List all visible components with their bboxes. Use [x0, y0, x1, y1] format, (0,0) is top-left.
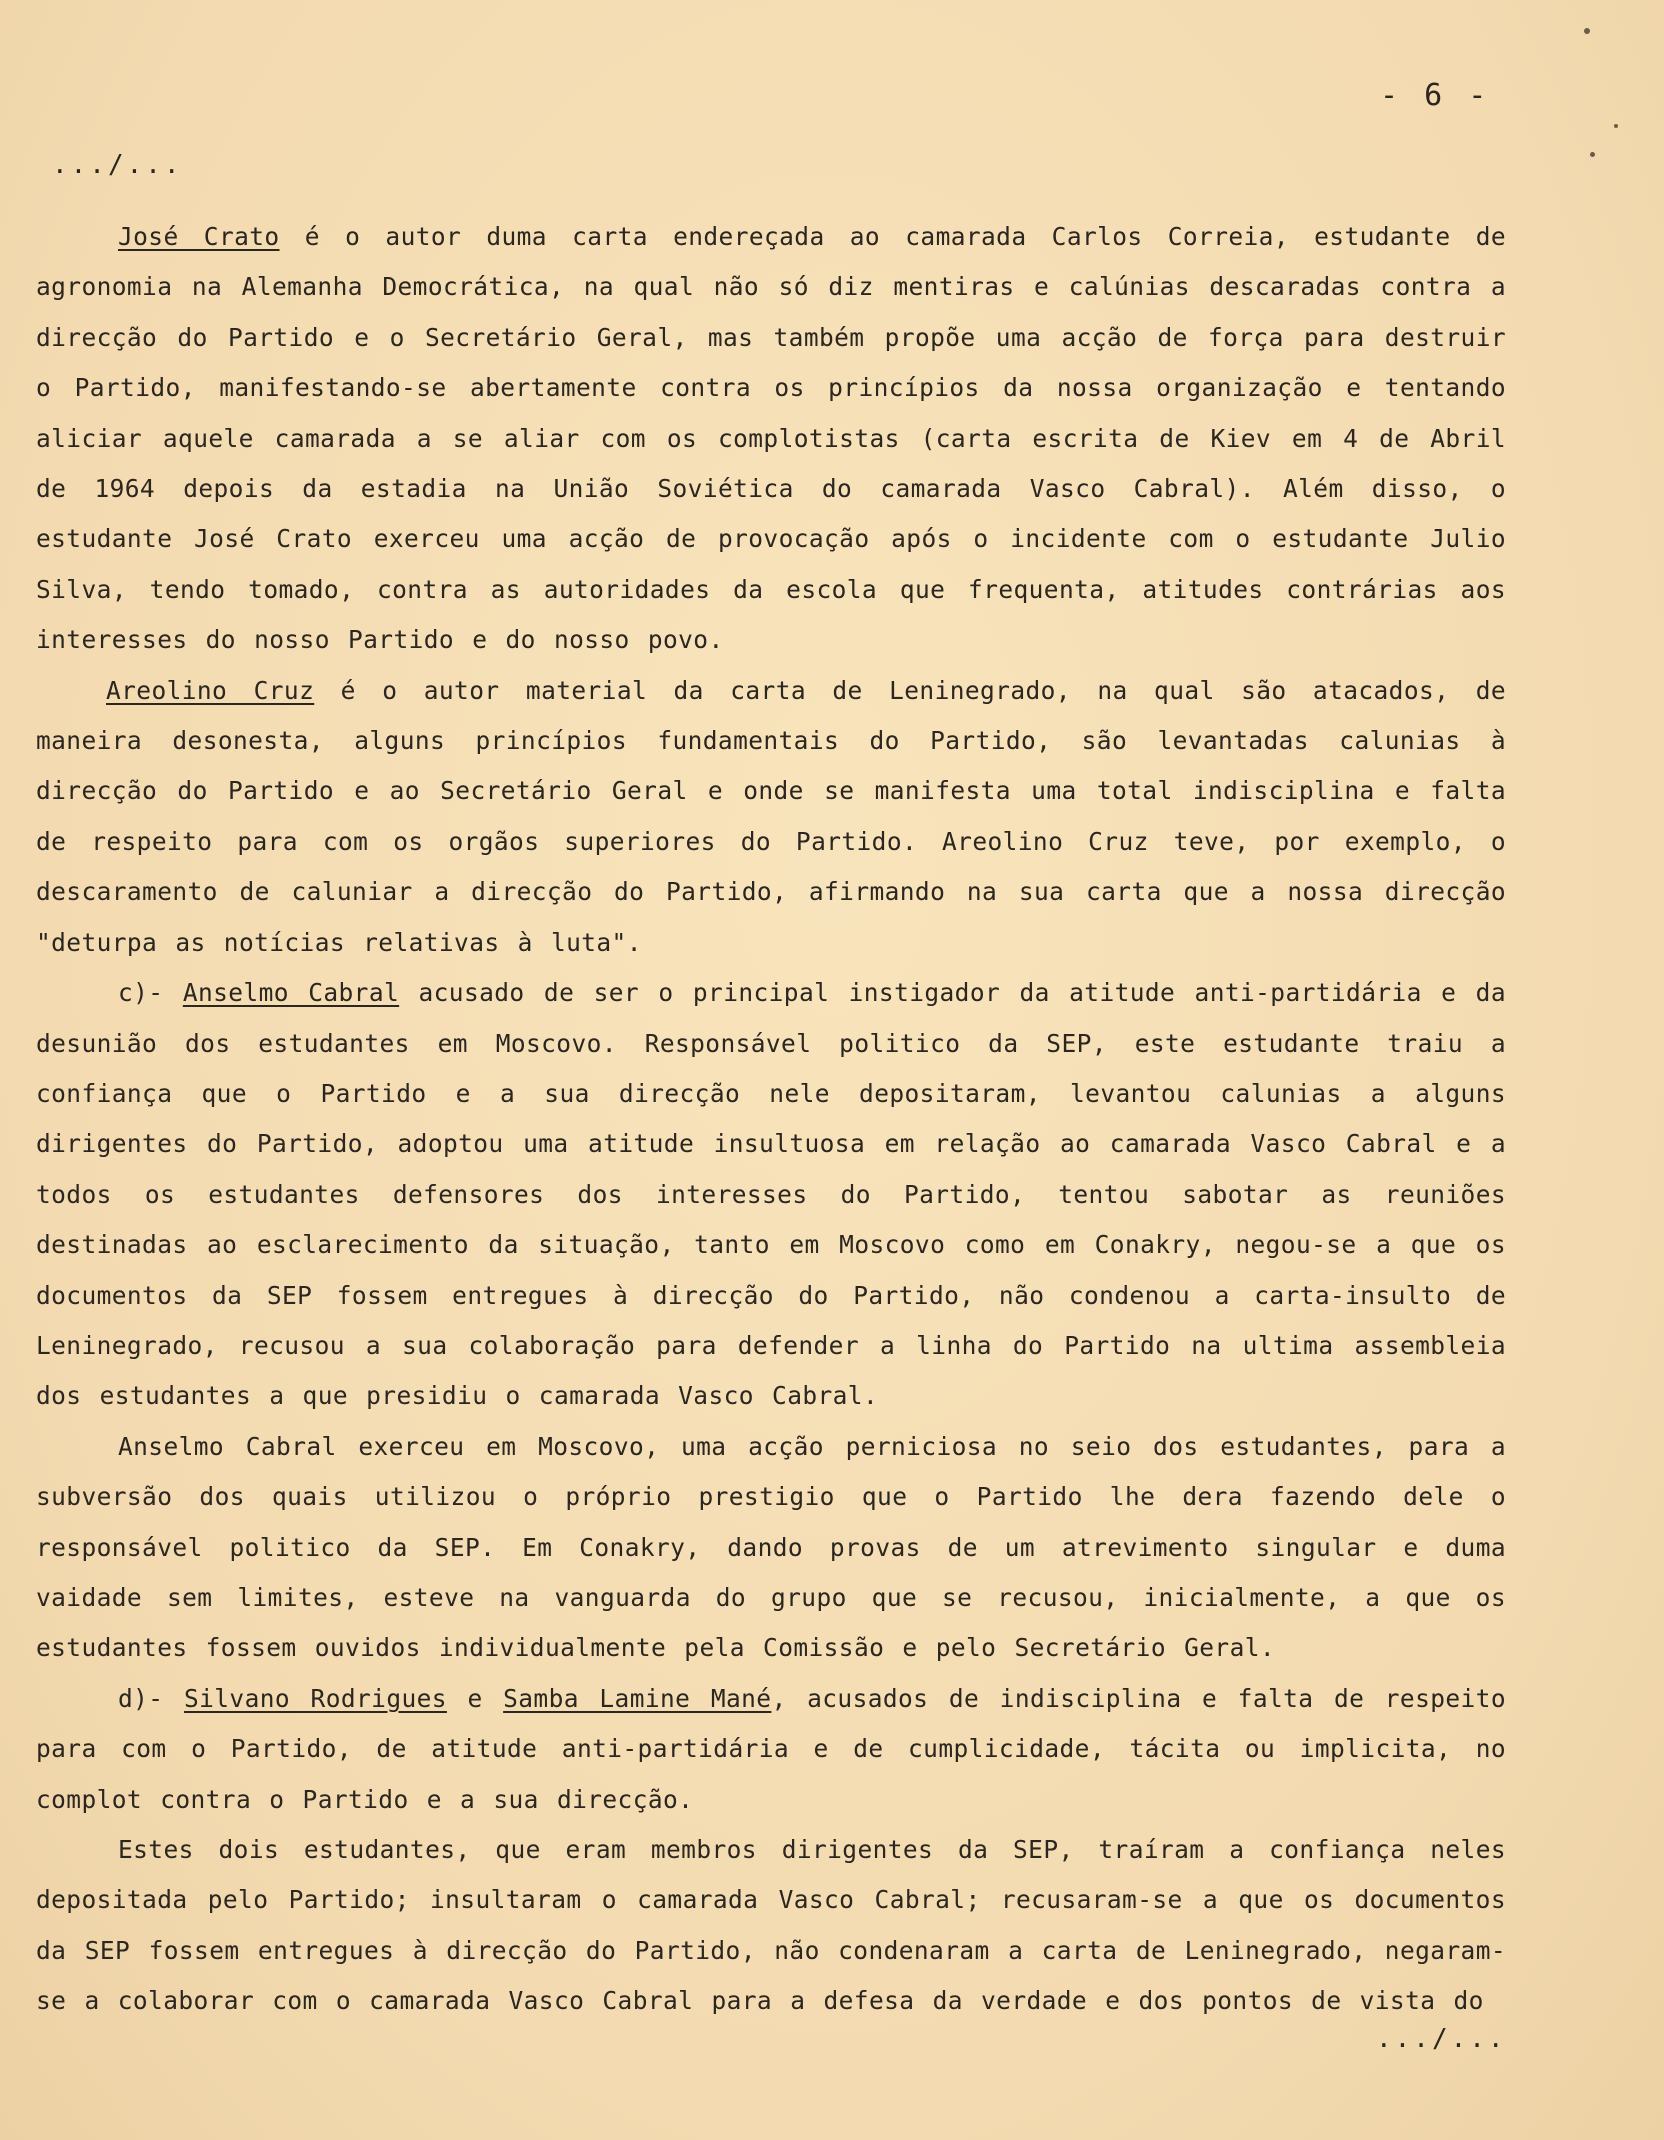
paragraph-areolino-cruz [36, 666, 1506, 968]
paper-speck [1584, 28, 1590, 34]
paragraph-text: Anselmo Cabral exerceu em Moscovo, uma acção perniciosa no seio dos estudantes, para a subversão dos quais utilizou o próprio prestigio que o Partido lhe dera fazendo dele o responsável politico da SEP. Em Conakry, dando provas de um atrevimento singular e duma vaidade sem limites, esteve na vanguarda do grupo que se recusou, inicialmente, a que os estudantes fossem ouvidos individualmente pela Comissão e pelo Secretário Geral. [36, 1431, 1506, 1663]
person-name: Areolino Cruz [106, 675, 315, 705]
item-marker: c)- [118, 978, 183, 1008]
paragraph-anselmo-cabral-details [36, 1422, 1506, 1674]
paragraph-jose-crato [36, 212, 1506, 666]
paragraph-text: acusado de ser o principal instigador da atitude anti-partidária e da desunião dos estudantes em Moscovo. Responsável politico da SEP, este estudante traiu a confiança que o Partido e a sua direcção nele depositaram, levantou calunias a alguns dirigentes do Partido, adoptou uma atitude insultuosa em relação ao camarada Vasco Cabral e a todos os estudantes defensores dos interesses do Partido, tentou sabotar as reuniões destinadas ao esclarecimento da situação, tanto em Moscovo como em Conakry, negou-se a que os documentos da SEP fossem entregues à direcção do Partido, não condenou a carta-insulto de Leninegrado, recusou a sua colaboração para defender a linha do Partido na ultima assembleia dos estudantes a que presidiu o camarada Vasco Cabral. [36, 978, 1506, 1411]
paragraph-text: Estes dois estudantes, que eram membros dirigentes da SEP, traíram a confiança neles depositada pelo Partido; insultaram o camarada Vasco Cabral; recusaram-se a que os documentos da SEP fossem entregues à direcção do Partido, não condenaram a carta de Leninegrado, negaram-se a colaborar com o camarada Vasco Cabral para a defesa da verdade e dos pontos de vista do [36, 1835, 1506, 2016]
paragraph-text: é o autor duma carta endereçada ao camarada Carlos Correia, estudante de agronomia na Alemanha Democrática, na qual não só diz mentiras e calúnias descaradas contra a direcção do Partido e o Secretário Geral, mas também propõe uma acção de força para destruir o Partido, manifestando-se abertamente contra os princípios da nossa organização e tentando aliciar aquele camarada a se aliar com os complotistas (carta escrita de Kiev em 4 de Abril de 1964 depois da estadia na União Soviética do camarada Vasco Cabral). Além disso, o estudante José Crato exerceu uma acção de provocação após o incidente com o estudante Julio Silva, tendo tomado, contra as autoridades da escola que frequenta, atitudes contrárias aos interesses do nosso Partido e do nosso povo. [36, 222, 1506, 655]
paragraph-text: , acusados de indisciplina e falta de respeito para com o Partido, de atitude anti-partidária e de cumplicidade, tácita ou implicita, no complot contra o Partido e a sua direcção. [36, 1683, 1506, 1814]
person-name: Anselmo Cabral [182, 978, 400, 1008]
paragraph-text: é o autor material da carta de Leninegrado, na qual são atacados, de maneira desonesta, alguns princípios fundamentais do Partido, são levantadas calunias à direcção do Partido e ao Secretário Geral e onde se manifesta uma total indisciplina e falta de respeito para com os orgãos superiores do Partido. Areolino Cruz teve, por exemplo, o descaramento de caluniar a direcção do Partido, afirmando na sua carta que a nossa direcção "deturpa as notícias relativas à luta". [36, 675, 1506, 957]
person-name: Silvano Rodrigues [183, 1683, 447, 1713]
paragraph-two-students [36, 1825, 1506, 2027]
person-name: Samba Lamine Mané [503, 1683, 772, 1713]
person-name: José Crato [118, 222, 280, 251]
paper-speck [1614, 124, 1618, 128]
item-marker: d)- [118, 1683, 184, 1713]
paragraph-anselmo-cabral-accusation [36, 968, 1506, 1422]
conjunction: e [446, 1683, 504, 1713]
paragraph-silvano-samba [36, 1674, 1506, 1825]
continuation-marker-bottom: .../... [1376, 2024, 1507, 2054]
continuation-marker-top: .../... [52, 150, 183, 180]
document-body [36, 212, 1506, 2027]
paper-speck [1590, 152, 1595, 157]
page-number: - 6 - [1380, 78, 1491, 113]
